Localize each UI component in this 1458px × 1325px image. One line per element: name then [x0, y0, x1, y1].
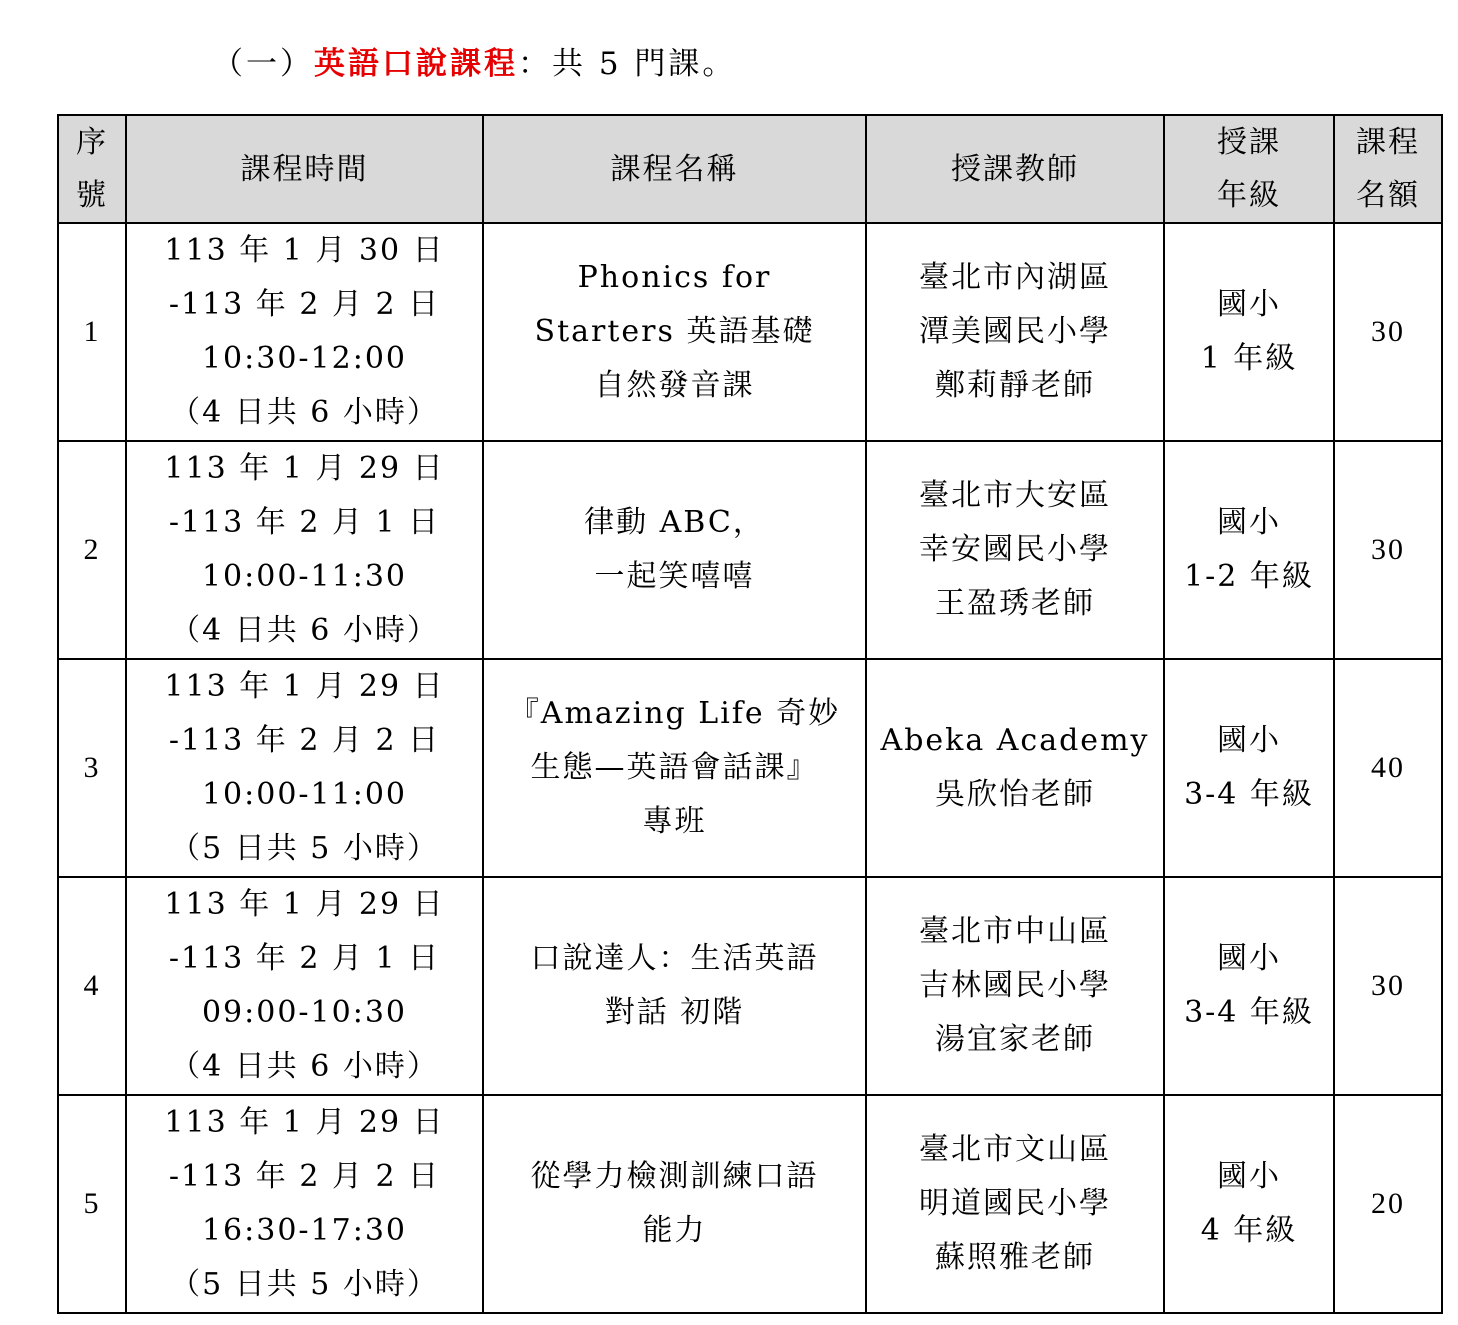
cell-grade: [1164, 877, 1334, 1095]
course-name-line: 一起笑嘻嘻: [594, 559, 755, 594]
heading-prefix: （一）: [212, 46, 314, 82]
teacher-line: 明道國民小學: [919, 1186, 1111, 1221]
course-name-line: 生態—英語會話課』: [530, 750, 819, 785]
teacher-line: 臺北市中山區: [919, 914, 1111, 949]
header-grade-line: 年級: [1217, 178, 1281, 213]
cell-seq: 4: [58, 877, 126, 1095]
time-line: 10:00-11:30: [201, 559, 408, 594]
header-seq: [58, 115, 126, 223]
teacher-line: 臺北市文山區: [919, 1132, 1111, 1167]
time-line: -113 年 2 月 1 日: [168, 505, 441, 540]
cell-time: [126, 877, 483, 1095]
time-line: 113 年 1 月 29 日: [164, 887, 445, 922]
cell-course-name: [483, 659, 866, 877]
cell-course-name: [483, 1095, 866, 1313]
time-line: 113 年 1 月 29 日: [164, 451, 445, 486]
course-name-line: Phonics for: [577, 260, 772, 295]
time-line: 10:00-11:00: [201, 777, 408, 812]
course-name-line: 從學力檢測訓練口語: [530, 1159, 819, 1194]
course-name-line: 『Amazing Life 奇妙: [508, 696, 841, 731]
teacher-line: Abeka Academy: [880, 723, 1150, 758]
grade-line: 3-4 年級: [1184, 777, 1314, 812]
cell-teacher: [866, 1095, 1164, 1313]
time-line: （4 日共 6 小時）: [170, 395, 439, 430]
cell-teacher: [866, 441, 1164, 659]
time-line: 10:30-12:00: [201, 341, 408, 376]
cell-quota: 20: [1334, 1095, 1442, 1313]
time-line: 16:30-17:30: [201, 1213, 408, 1248]
cell-course-name: [483, 877, 866, 1095]
table-header-row: [58, 115, 1442, 223]
time-line: -113 年 2 月 2 日: [168, 287, 441, 322]
cell-quota: 40: [1334, 659, 1442, 877]
header-quota: [1334, 115, 1442, 223]
time-line: -113 年 2 月 2 日: [168, 723, 441, 758]
grade-line: 1-2 年級: [1184, 559, 1314, 594]
teacher-line: 湯宜家老師: [935, 1022, 1095, 1057]
header-grade-line: 授課: [1217, 125, 1281, 160]
cell-teacher: [866, 877, 1164, 1095]
grade-line: 國小: [1217, 505, 1281, 540]
grade-line: 國小: [1217, 723, 1281, 758]
grade-line: 3-4 年級: [1184, 995, 1314, 1030]
time-line: -113 年 2 月 1 日: [168, 941, 441, 976]
section-heading: [212, 38, 736, 83]
header-name: 課程名稱: [483, 115, 866, 223]
grade-line: 國小: [1217, 941, 1281, 976]
grade-line: 1 年級: [1200, 341, 1298, 376]
cell-quota: 30: [1334, 441, 1442, 659]
header-quota-line: 名額: [1356, 178, 1420, 213]
course-table: [57, 114, 1443, 1314]
cell-grade: [1164, 441, 1334, 659]
header-time: 課程時間: [126, 115, 483, 223]
time-line: （4 日共 6 小時）: [170, 1049, 439, 1084]
header-seq-line: 序: [76, 125, 108, 160]
cell-teacher: [866, 223, 1164, 441]
time-line: （5 日共 5 小時）: [170, 1267, 439, 1302]
time-line: -113 年 2 月 2 日: [168, 1159, 441, 1194]
cell-course-name: [483, 223, 866, 441]
teacher-line: 幸安國民小學: [919, 532, 1111, 567]
teacher-line: 鄭莉靜老師: [935, 368, 1095, 403]
cell-time: [126, 659, 483, 877]
cell-teacher: [866, 659, 1164, 877]
cell-seq: 1: [58, 223, 126, 441]
teacher-line: 吉林國民小學: [919, 968, 1111, 1003]
heading-suffix: ：共 5 門課。: [518, 46, 737, 82]
cell-seq: 5: [58, 1095, 126, 1313]
time-line: （5 日共 5 小時）: [170, 831, 439, 866]
teacher-line: 蘇照雅老師: [935, 1240, 1095, 1275]
course-name-line: 口說達人：生活英語: [530, 941, 819, 976]
teacher-line: 吳欣怡老師: [935, 777, 1095, 812]
header-grade: [1164, 115, 1334, 223]
header-quota-line: 課程: [1356, 125, 1420, 160]
course-name-line: 對話 初階: [604, 995, 745, 1030]
teacher-line: 王盈琇老師: [935, 586, 1095, 621]
header-teacher: 授課教師: [866, 115, 1164, 223]
course-name-line: 自然發音課: [594, 368, 755, 403]
table-row: [58, 441, 1442, 659]
grade-line: 國小: [1217, 287, 1281, 322]
cell-seq: 3: [58, 659, 126, 877]
teacher-line: 臺北市內湖區: [919, 260, 1111, 295]
cell-quota: 30: [1334, 877, 1442, 1095]
teacher-line: 潭美國民小學: [919, 314, 1111, 349]
course-name-line: 律動 ABC，: [584, 505, 765, 540]
header-seq-line: 號: [76, 178, 108, 213]
time-line: 113 年 1 月 29 日: [164, 1105, 445, 1140]
cell-seq: 2: [58, 441, 126, 659]
table-row: [58, 223, 1442, 441]
course-name-line: 能力: [642, 1213, 707, 1248]
table-row: [58, 1095, 1442, 1313]
heading-highlight: 英語口說課程: [314, 46, 518, 82]
table-row: [58, 877, 1442, 1095]
grade-line: 國小: [1217, 1159, 1281, 1194]
time-line: 113 年 1 月 30 日: [164, 233, 445, 268]
time-line: 09:00-10:30: [201, 995, 408, 1030]
cell-grade: [1164, 223, 1334, 441]
time-line: 113 年 1 月 29 日: [164, 669, 445, 704]
course-name-line: Starters 英語基礎: [534, 314, 815, 349]
cell-quota: 30: [1334, 223, 1442, 441]
cell-grade: [1164, 659, 1334, 877]
time-line: （4 日共 6 小時）: [170, 613, 439, 648]
table-row: [58, 659, 1442, 877]
teacher-line: 臺北市大安區: [919, 478, 1111, 513]
course-name-line: 專班: [642, 804, 707, 839]
cell-grade: [1164, 1095, 1334, 1313]
cell-time: [126, 441, 483, 659]
grade-line: 4 年級: [1200, 1213, 1298, 1248]
cell-course-name: [483, 441, 866, 659]
cell-time: [126, 223, 483, 441]
cell-time: [126, 1095, 483, 1313]
